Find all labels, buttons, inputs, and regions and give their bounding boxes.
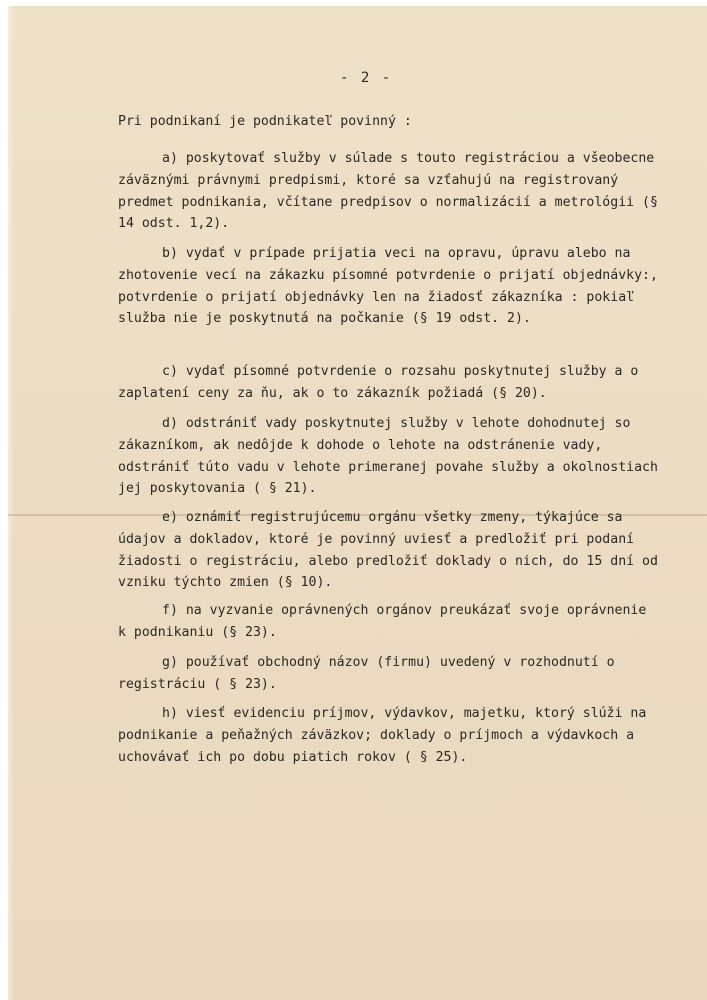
item-a: a) poskytovať služby v súlade s touto registráciou a všeobecne záväznými právnymi predpismi, ktoré sa vzťahujú na registrovaný predmet podnikania, včítane predpisov o normalizácií a metrológii (§ 14 odst. 1,2). [118, 151, 658, 232]
item-d: d) odstrániť vady poskytnutej služby v lehote dohodnutej so zákazníkom, ak nedôjde k dohode o lehote na odstránenie vady, odstrániť túto vadu v lehote primeranej povahe služby a okolnostiach jej poskytovania ( § 21). [118, 416, 658, 497]
item-c: c) vydať písomné potvrdenie o rozsahu poskytnutej služby a o zaplatení ceny za ňu, ak o to zákazník požiadá (§ 20). [118, 364, 639, 401]
intro-line: Pri podnikaní je podnikateľ povinný : [118, 114, 412, 129]
item-e: e) oznámiť registrujúcemu orgánu všetky zmeny, týkajúce sa údajov a dokladov, ktoré je povinný uviesť a predložiť pri podaní žiadosti o registráciu, alebo predložiť doklady o nich, do 15 dní od vzniku týchto zmien (§ 10). [118, 510, 658, 591]
torn-edge [0, 6, 14, 1000]
item-b: b) vydať v prípade prijatia veci na opravu, úpravu alebo na zhotovenie vecí na zákazku písomné potvrdenie o prijatí objednávky:, potvrdenie o prijatí objednávky len na žiadosť zákazníka : pokiaľ služba nie je poskytnutá na počkanie (§ 19 odst. 2). [118, 246, 658, 327]
item-f: f) na vyzvanie oprávnených orgánov preukázať svoje oprávnenie k podnikaniu (§ 23). [118, 603, 647, 640]
page-number: - 2 - [340, 70, 393, 86]
item-h: h) viesť evidenciu príjmov, výdavkov, majetku, ktorý slúži na podnikanie a peňažných záväzkov; doklady o príjmoch a výdavkoch a uchovávať ich po dobu piatich rokov ( § 25). [118, 706, 647, 765]
item-g: g) používať obchodný názov (firmu) uvedený v rozhodnutí o registráciu ( § 23). [118, 655, 615, 692]
